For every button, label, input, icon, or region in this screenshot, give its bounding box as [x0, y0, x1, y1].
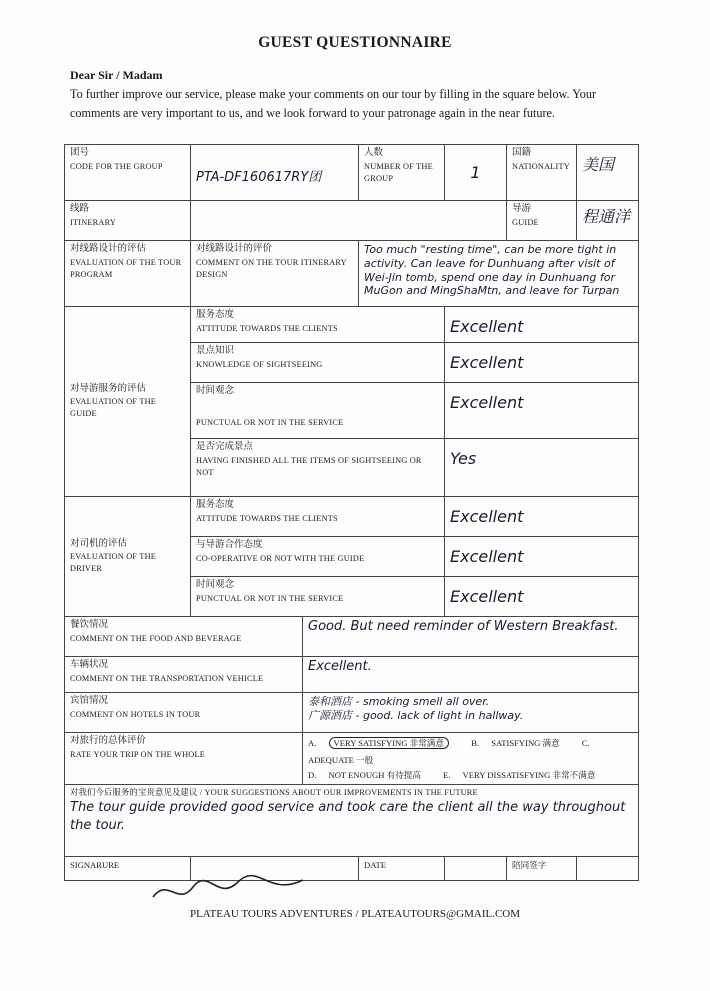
driver-punctual-value[interactable]: Excellent — [445, 577, 639, 617]
suggestions-label: 对我们今后服务的宝贵意见及建议 / YOUR SUGGESTIONS ABOUT OUR IMPROVEMENTS IN THE FUTURE — [70, 787, 478, 797]
signature-scribble — [148, 872, 308, 912]
guide-punctual-label: 时间观念 PUNCTUAL OR NOT IN THE SERVICE — [191, 383, 445, 439]
date-label: DATE — [359, 856, 445, 880]
overall-row — [65, 733, 639, 785]
option-d[interactable]: D. NOT ENOUGH 有待提高 — [308, 770, 421, 781]
questionnaire-table — [64, 144, 639, 881]
group-number-label: 人数 NUMBER OF THE GROUP — [359, 145, 445, 201]
group-code-label: 团号 CODE FOR THE GROUP — [65, 145, 191, 201]
nationality-label: 国籍 NATIONALITY — [507, 145, 577, 201]
suggestions-value: The tour guide provided good service and took care the client all the way throughout the tour. — [70, 799, 626, 834]
hotel-label: 宾馆情况 COMMENT ON HOTELS IN TOUR — [65, 693, 303, 733]
guide-attitude-label: 服务态度 ATTITUDE TOWARDS THE CLIENTS — [191, 307, 445, 343]
salutation: Dear Sir / Madam — [70, 68, 163, 82]
driver-eval-row — [65, 497, 639, 537]
driver-cooperative-label: 与导游合作态度 CO-OPERATIVE OR NOT WITH THE GUIDE — [191, 537, 445, 577]
group-row — [65, 145, 639, 201]
option-e[interactable]: E. VERY DISSATISFYING 非常不满意 — [443, 770, 596, 781]
vehicle-label: 车辆状况 COMMENT ON THE TRANSPORTATION VEHICLE — [65, 657, 303, 693]
guide-finished-label: 是否完成景点 HAVING FINISHED ALL THE ITEMS OF SIGHTSEEING OR NOT — [191, 439, 445, 497]
guide-value[interactable]: 程通洋 — [577, 201, 639, 241]
driver-eval-label: 对司机的评估 EVALUATION OF THE DRIVER — [65, 497, 191, 617]
driver-attitude-label: 服务态度 ATTITUDE TOWARDS THE CLIENTS — [191, 497, 445, 537]
hotel-row — [65, 693, 639, 733]
program-comment-value[interactable]: Too much "resting time", can be more tight in activity. Can leave for Dunhuang after visit of Wei-Jin tomb, spend one day in Dunhuang for MuGon and MingShaMtn, and leave for Turpan — [359, 241, 639, 307]
guide-attitude-value[interactable]: Excellent — [445, 307, 639, 343]
guide-eval-row — [65, 307, 639, 343]
itinerary-row — [65, 201, 639, 241]
guide-knowledge-label: 景点知识 KNOWLEDGE OF SIGHTSEEING — [191, 343, 445, 383]
suggestions-row — [65, 784, 639, 856]
nationality-value[interactable]: 美国 — [577, 145, 639, 201]
driver-attitude-value[interactable]: Excellent — [445, 497, 639, 537]
driver-punctual-label: 时间观念 PUNCTUAL OR NOT IN THE SERVICE — [191, 577, 445, 617]
food-value[interactable]: Good. But need reminder of Western Breakfast. — [303, 617, 639, 657]
food-label: 餐饮情况 COMMENT ON THE FOOD AND BEVERAGE — [65, 617, 303, 657]
guide-eval-label: 对导游服务的评估 EVALUATION OF THE GUIDE — [65, 307, 191, 497]
group-code-value[interactable]: PTA-DF160617RY团 — [191, 145, 359, 201]
program-comment-label: 对线路设计的评价 COMMENT ON THE TOUR ITINERARY DESIGN — [191, 241, 359, 307]
overall-options — [303, 733, 639, 785]
guide-punctual-value[interactable]: Excellent — [445, 383, 639, 439]
itinerary-label: 线路 ITINERARY — [65, 201, 191, 241]
overall-label: 对旅行的总体评价 RATE YOUR TRIP ON THE WHOLE — [65, 733, 303, 785]
guide-label: 导游 GUIDE — [507, 201, 577, 241]
program-row — [65, 241, 639, 307]
option-a[interactable]: A. VERY SATISFYING 非常满意 — [308, 738, 459, 748]
group-number-value[interactable]: 1 — [445, 145, 507, 201]
vehicle-value[interactable]: Excellent. — [303, 657, 639, 693]
form-title: GUEST QUESTIONNAIRE — [258, 34, 452, 51]
option-b[interactable]: B. SATISFYING 满意 — [471, 738, 560, 748]
itinerary-value[interactable] — [191, 201, 507, 241]
footer-contact: PLATEAU TOURS ADVENTURES / PLATEAUTOURS@GMAIL.COM — [189, 908, 521, 920]
guide-knowledge-value[interactable]: Excellent — [445, 343, 639, 383]
hotel-value[interactable]: 泰和酒店 - smoking smell all over. 广源酒店 - good. lack of light in hallway. — [303, 693, 639, 733]
intro-text: To further improve our service, please make your comments on our tour by filling in the square below. Your comments are very important to us, and we look forward to your patronage again in the near future. — [70, 87, 597, 120]
guide-finished-value[interactable]: Yes — [445, 439, 639, 497]
guide-sign-value[interactable] — [577, 856, 639, 880]
vehicle-row — [65, 657, 639, 693]
food-row — [65, 617, 639, 657]
option-c[interactable]: C. ADEQUATE 一般 — [308, 738, 590, 766]
signature-label: SIGNARURE — [65, 856, 191, 880]
date-value[interactable] — [445, 856, 507, 880]
option-a-circle: VERY SATISFYING 非常满意 — [329, 737, 449, 749]
suggestions-cell[interactable] — [65, 784, 639, 856]
guide-sign-label: 陪同签字 — [507, 856, 577, 880]
program-eval-label: 对线路设计的评估 EVALUATION OF THE TOUR PROGRAM — [65, 241, 191, 307]
driver-cooperative-value[interactable]: Excellent — [445, 537, 639, 577]
